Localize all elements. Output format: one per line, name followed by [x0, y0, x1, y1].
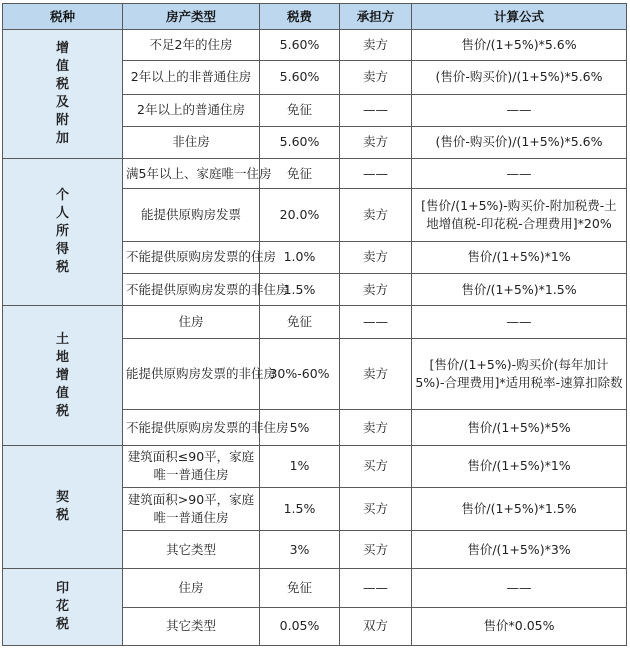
formula-cell: ——	[412, 94, 627, 126]
payer-cell: 卖方	[340, 189, 412, 241]
payer-cell: 卖方	[340, 241, 412, 273]
property-type-cell: 住房	[123, 569, 260, 607]
formula-cell: 售价/(1+5%)*1%	[412, 241, 627, 273]
rate-cell: 5.60%	[260, 126, 340, 158]
payer-cell: 卖方	[340, 410, 412, 446]
table-row	[3, 306, 627, 339]
property-type-cell: 建筑面积>90平，家庭唯一普通住房	[123, 487, 260, 530]
formula-cell: 售价/(1+5%)*1.5%	[412, 487, 627, 530]
property-type-cell: 其它类型	[123, 607, 260, 645]
rate-cell: 20.0%	[260, 189, 340, 241]
tax-category-vat: 增值税及附加	[3, 30, 123, 159]
payer-cell: 卖方	[340, 61, 412, 94]
payer-cell: ——	[340, 569, 412, 607]
header-property-type: 房产类型	[123, 4, 260, 30]
property-type-cell: 2年以上的普通住房	[123, 94, 260, 126]
property-type-cell: 能提供原购房发票的非住房	[123, 339, 260, 410]
rate-cell: 1.5%	[260, 487, 340, 530]
formula-cell: 售价/(1+5%)*5%	[412, 410, 627, 446]
payer-cell: 双方	[340, 607, 412, 645]
formula-cell: [售价/(1+5%)-购买价(每年加计5%)-合理费用]*适用税率-速算扣除数	[412, 339, 627, 410]
tax-table	[2, 3, 627, 646]
property-type-cell: 其它类型	[123, 530, 260, 568]
header-formula: 计算公式	[412, 4, 627, 30]
rate-cell: 免征	[260, 94, 340, 126]
table-row	[3, 30, 627, 61]
rate-cell: 30%-60%	[260, 339, 340, 410]
payer-cell: 卖方	[340, 30, 412, 61]
rate-cell: 1.0%	[260, 241, 340, 273]
rate-cell: 1.5%	[260, 273, 340, 305]
rate-cell: 免征	[260, 569, 340, 607]
header-payer: 承担方	[340, 4, 412, 30]
formula-cell: (售价-购买价)/(1+5%)*5.6%	[412, 61, 627, 94]
payer-cell: ——	[340, 159, 412, 189]
formula-cell: 售价/(1+5%)*1.5%	[412, 273, 627, 305]
formula-cell: 售价/(1+5%)*5.6%	[412, 30, 627, 61]
payer-cell: ——	[340, 306, 412, 339]
tax-category-stamp: 印花税	[3, 569, 123, 646]
table-row	[3, 446, 627, 487]
rate-cell: 5.60%	[260, 30, 340, 61]
property-type-cell: 能提供原购房发票	[123, 189, 260, 241]
rate-cell: 5.60%	[260, 61, 340, 94]
formula-cell: ——	[412, 159, 627, 189]
property-type-cell: 建筑面积≤90平，家庭唯一普通住房	[123, 446, 260, 487]
property-type-cell: 住房	[123, 306, 260, 339]
header-row	[3, 4, 627, 30]
formula-cell: 售价/(1+5%)*3%	[412, 530, 627, 568]
formula-cell: ——	[412, 306, 627, 339]
rate-cell: 免征	[260, 306, 340, 339]
formula-cell: 售价*0.05%	[412, 607, 627, 645]
property-type-cell: 满5年以上、家庭唯一住房	[123, 159, 260, 189]
property-type-cell: 2年以上的非普通住房	[123, 61, 260, 94]
tax-category-deed: 契税	[3, 446, 123, 569]
payer-cell: 买方	[340, 446, 412, 487]
payer-cell: ——	[340, 94, 412, 126]
tax-category-income: 个人所得税	[3, 159, 123, 306]
table-row	[3, 159, 627, 189]
header-rate: 税费	[260, 4, 340, 30]
payer-cell: 卖方	[340, 339, 412, 410]
formula-cell: (售价-购买价)/(1+5%)*5.6%	[412, 126, 627, 158]
rate-cell: 5%	[260, 410, 340, 446]
payer-cell: 买方	[340, 487, 412, 530]
property-type-cell: 不能提供原购房发票的非住房	[123, 273, 260, 305]
property-type-cell: 不足2年的住房	[123, 30, 260, 61]
rate-cell: 0.05%	[260, 607, 340, 645]
property-type-cell: 不能提供原购房发票的住房	[123, 241, 260, 273]
rate-cell: 1%	[260, 446, 340, 487]
property-type-cell: 非住房	[123, 126, 260, 158]
payer-cell: 买方	[340, 530, 412, 568]
property-type-cell: 不能提供原购房发票的非住房	[123, 410, 260, 446]
tax-category-land-vat: 土地增值税	[3, 306, 123, 446]
rate-cell: 3%	[260, 530, 340, 568]
formula-cell: 售价/(1+5%)*1%	[412, 446, 627, 487]
header-tax-kind: 税种	[3, 4, 123, 30]
payer-cell: 卖方	[340, 273, 412, 305]
payer-cell: 卖方	[340, 126, 412, 158]
formula-cell: ——	[412, 569, 627, 607]
rate-cell: 免征	[260, 159, 340, 189]
formula-cell: [售价/(1+5%)-购买价-附加税费-土地增值税-印花税-合理费用]*20%	[412, 189, 627, 241]
table-row	[3, 569, 627, 607]
